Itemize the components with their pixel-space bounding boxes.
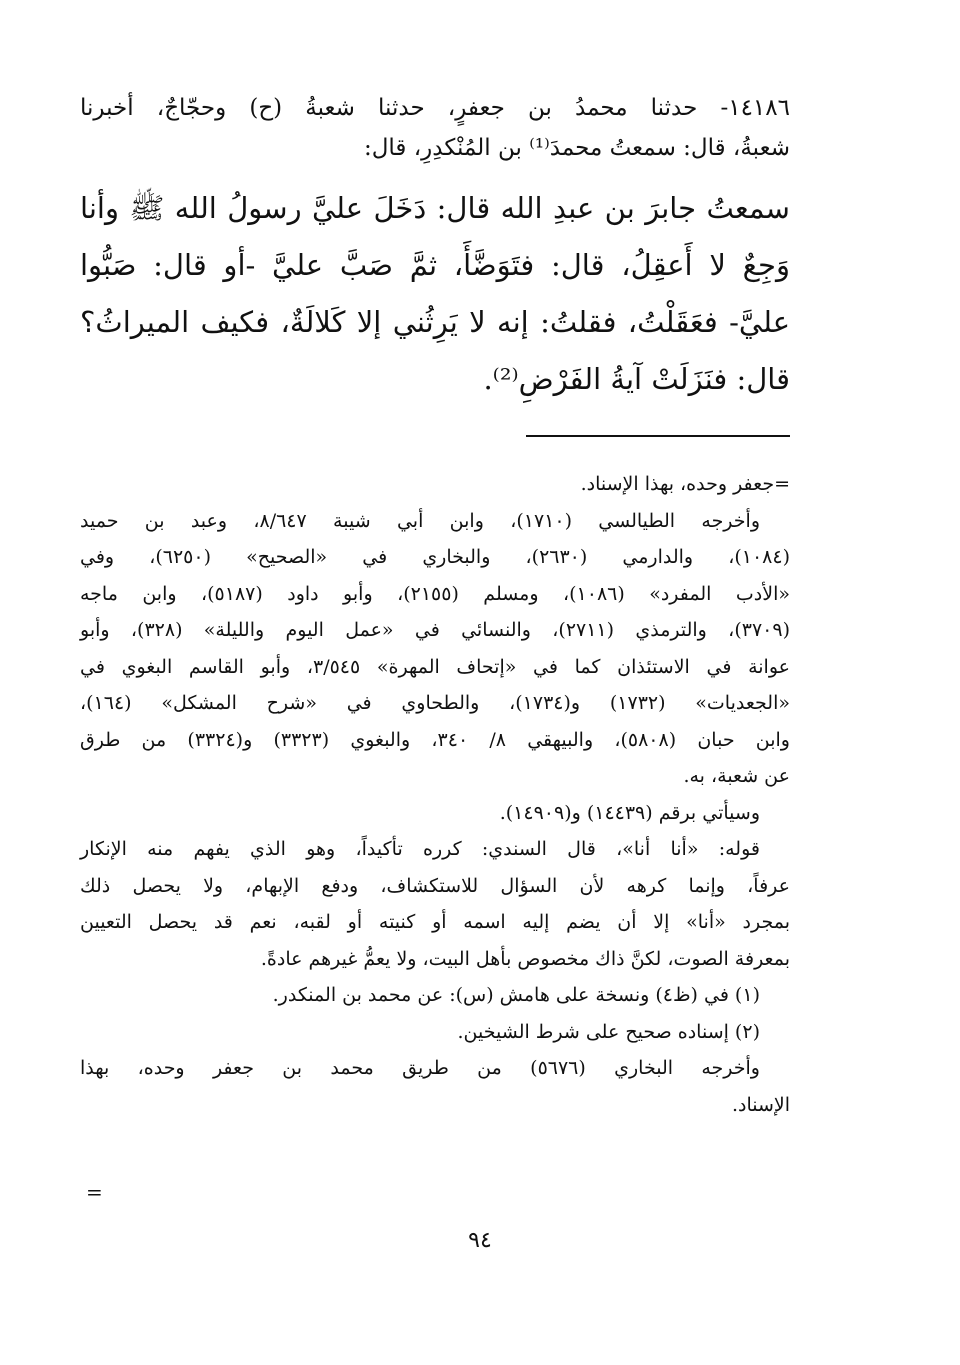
footnote-line: وابن حبان (٥٨٠٨)، والبيهقي ٨/ ٣٤٠، والبغوي (٣٣٢٣) و(٣٣٢٤) من طرق: [80, 728, 790, 751]
page-number: ٩٤: [468, 1228, 492, 1253]
matn-line: قال: فنَزَلَتْ آيةُ الفَرْضِ⁽²⁾.: [483, 362, 790, 396]
footnote-line: بمعرفة الصوت، لكنَّ ذاك مخصوص بأهل البيت، ولا يعمُّ غيرهم عادةً.: [260, 947, 790, 970]
footnote-line: (١٠٨٤)، والدارمي (٢٦٣٠)، والبخاري في «الصحيح» (٦٢٥٠)، وفي: [80, 546, 791, 568]
footnote-line: الإسناد.: [731, 1093, 790, 1116]
footnote-line: عن شعبة، به.: [683, 765, 790, 787]
footnote-line: قوله: «أنا أنا»، قال السندي: كرره تأكيداً، وهو الذي يفهم منه الإنكار: [80, 838, 760, 860]
footnote-paragraph: [80, 503, 790, 795]
matn-line: وَجِعٌ لا أَعقِلُ، قال: فتَوَضَّأَ، ثمَّ صَبَّ عليَّ -أو قال: صَبُّوا: [80, 248, 790, 282]
matn-line: عليَّ- فعَقَلْتُ، فقلتُ: إنه لا يَرِثُني إلا كَلالَةٌ، فكيف الميراثُ؟: [80, 305, 790, 339]
footnote-line: (٣٧٠٩)، والترمذي (٢٧١١)، والنسائي في «عمل اليوم والليلة» (٣٢٨)، وأبو: [80, 619, 790, 641]
isnad-line: شعبةُ، قال: سمعتُ محمدَ⁽¹⁾ بن المُنْكدِرِ، قال:: [363, 135, 790, 161]
footnote-line: وسيأتي برقم (١٤٤٣٩) و(١٤٩٠٩).: [499, 801, 760, 824]
footnote-line: «الجعديات» (١٧٣٢) و(١٧٣٤)، والطحاوي في «شرح المشكل» (١٦٤)،: [80, 692, 790, 714]
footnote-paragraph: [80, 1050, 790, 1123]
footnote-paragraph: [80, 795, 790, 832]
hadith-isnad: [80, 88, 790, 168]
footnote-paragraph: [80, 977, 790, 1014]
footnote-separator: [526, 435, 790, 437]
continuation-mark: =: [86, 1180, 103, 1204]
footnote-line: (١) في (ظ٤) ونسخة على هامش (س): عن محمد بن المنكدر.: [272, 984, 760, 1006]
footnote-line: عوانة في الاستئذان كما في «إتحاف المهرة» ٣/٥٤٥، وأبو القاسم البغوي في: [80, 655, 790, 678]
hadith-matn: [80, 180, 790, 408]
footnote-line: «الأدب المفرد» (١٠٨٦)، ومسلم (٢١٥٥)، وأبو داود (٥١٨٧)، وابن ماجه: [80, 582, 790, 605]
footnote-line: (٢) إسناده صحيح على شرط الشيخين.: [457, 1020, 760, 1043]
footnote-paragraph: [80, 831, 790, 977]
footnote-paragraph: [80, 1014, 790, 1051]
isnad-line: ١٤١٨٦- حدثنا محمدُ بن جعفرٍ، حدثنا شعبةُ (ح) وحجّاجٌ، أخبرنا: [80, 95, 790, 121]
footnote-line: عرفاً، وإنما كرهه لأن السؤال للاستكشاف، ودفع الإبهام، ولا يحصل ذلك: [80, 874, 790, 897]
footnote-line: =جعفر وحده، بهذا الإسناد.: [580, 473, 790, 495]
footnote-line: وأخرجه الطيالسي (١٧١٠)، وابن أبي شيبة ٨/٦٤٧، وعبد بن حميد: [80, 509, 760, 532]
footnotes-section: [80, 466, 790, 1123]
footnote-line: بمجرد «أنا» إلا أن يضم إليه اسمه أو كنيته أو لقبه، نعم قد يحصل التعيين: [80, 911, 790, 933]
matn-line: سمعتُ جابرَ بن عبدِ الله قال: دَخَلَ عليَّ رسولُ الله ﷺ وأنا: [80, 191, 790, 225]
footnote-paragraph: [80, 466, 790, 503]
footnote-line: وأخرجه البخاري (٥٦٧٦) من طريق محمد بن جعفر وحده، بهذا: [80, 1057, 760, 1079]
